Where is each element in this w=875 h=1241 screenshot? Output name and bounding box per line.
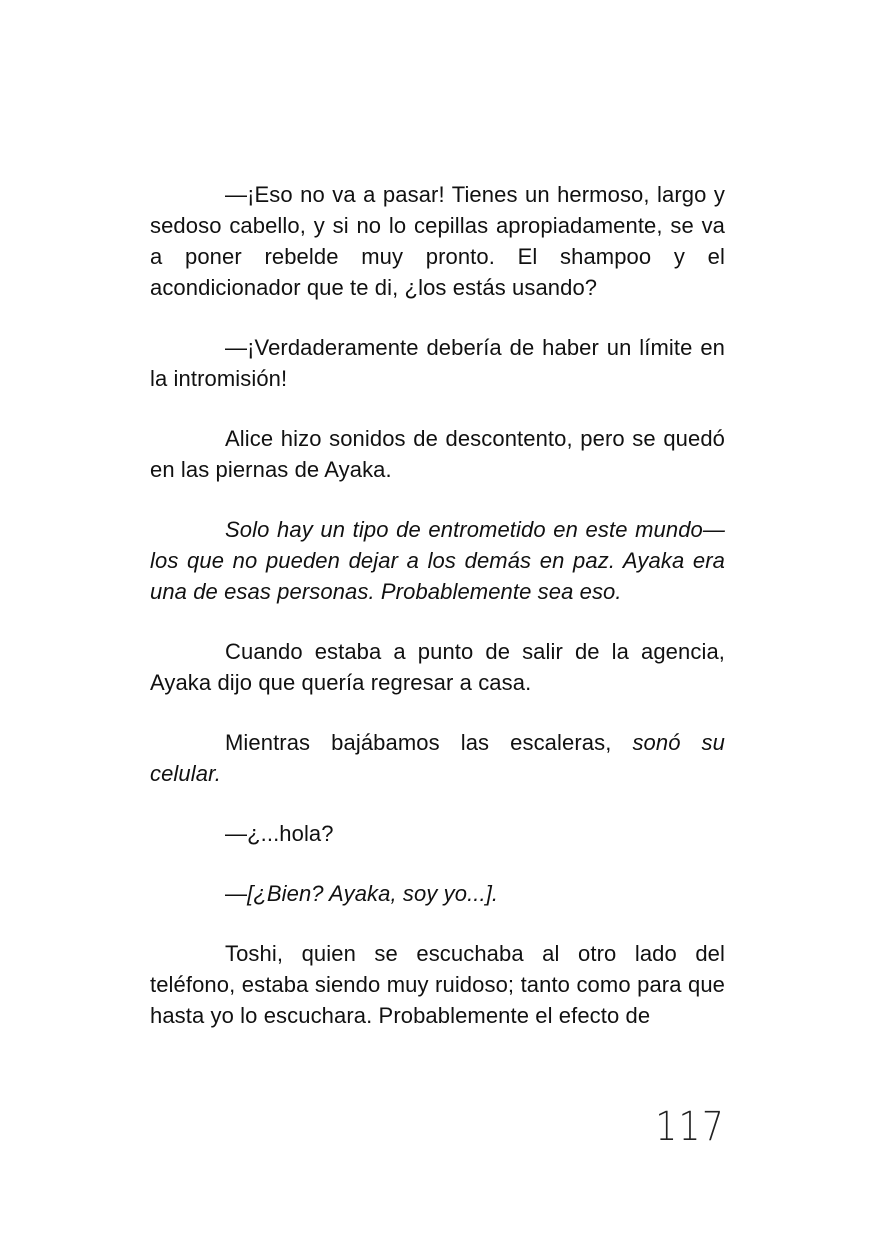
paragraph-text: Toshi, quien se escuchaba al otro lado del teléfono, estaba siendo muy ruidoso; tanto como para que hasta yo lo escuchara. Probablemente el efecto de: [150, 941, 725, 1028]
paragraph-1: [150, 179, 725, 303]
paragraph-text: Solo hay un tipo de entrometido en este mundo—los que no pueden dejar a los demás en paz. Ayaka era una de esas personas. Probablemente sea eso.: [150, 517, 725, 604]
paragraph-2: [150, 332, 725, 394]
paragraph-6: [150, 727, 725, 789]
paragraph-text: —¡Eso no va a pasar! Tienes un hermoso, largo y sedoso cabello, y si no lo cepillas apropiadamente, se va a poner rebelde muy pronto. El shampoo y el acondicionador que te di, ¿los estás usando?: [150, 182, 725, 300]
page-number: 117: [654, 1104, 725, 1150]
paragraph-text: Alice hizo sonidos de descontento, pero se quedó en las piernas de Ayaka.: [150, 426, 725, 482]
paragraph-text-italic: sonó su celular.: [150, 730, 725, 786]
body-text: [150, 179, 725, 1031]
paragraph-4-italic-thought: [150, 514, 725, 607]
paragraph-7-dialogue: [150, 818, 725, 849]
paragraph-text: —: [225, 881, 248, 906]
paragraph-9: [150, 938, 725, 1031]
paragraph-text: Mientras bajábamos las escaleras,: [225, 730, 633, 755]
paragraph-text: —¡Verdaderamente debería de haber un límite en la intromisión!: [150, 335, 725, 391]
paragraph-text-italic: [¿Bien? Ayaka, soy yo...].: [247, 881, 499, 906]
paragraph-text: Cuando estaba a punto de salir de la agencia, Ayaka dijo que quería regresar a casa.: [150, 639, 725, 695]
paragraph-5: [150, 636, 725, 698]
paragraph-3: [150, 423, 725, 485]
paragraph-8-phone-dialogue: [150, 878, 725, 909]
paragraph-text: —¿...hola?: [225, 821, 334, 846]
